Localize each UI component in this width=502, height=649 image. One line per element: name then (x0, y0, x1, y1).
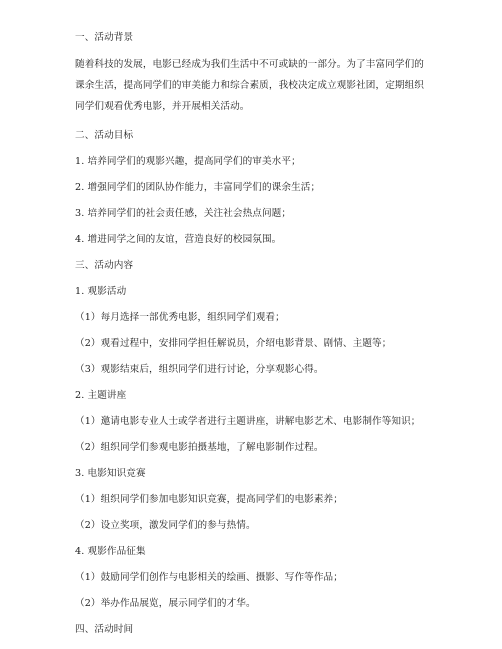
paragraph-line: 课余生活，提高同学们的审美能力和综合素质，我校决定成立观影社团，定期组织 (75, 80, 424, 91)
list-item: （2）设立奖项，激发同学们的参与热情。 (75, 520, 256, 531)
section-heading-content: 三、活动内容 (75, 260, 134, 271)
paragraph-line: 同学们观看优秀电影，并开展相关活动。 (75, 101, 250, 112)
section-heading-background: 一、活动背景 (75, 32, 134, 43)
section-heading-goals: 二、活动目标 (75, 130, 134, 141)
paragraph-line: 随着科技的发展，电影已经成为我们生活中不可或缺的一部分。为了丰富同学们的 (75, 59, 424, 70)
list-item: （3）观影结束后，组织同学们进行讨论，分享观影心得。 (75, 364, 324, 375)
list-item: 2. 增强同学们的团队协作能力，丰富同学们的课余生活； (75, 182, 321, 193)
list-item: （2）组织同学们参观电影拍摄基地，了解电影制作过程。 (75, 442, 324, 453)
list-item: （1）邀请电影专业人士或学者进行主题讲座，讲解电影艺术、电影制作等知识； (75, 416, 421, 427)
list-item: 1. 培养同学们的观影兴趣，提高同学们的审美水平； (75, 156, 301, 167)
list-item: 3. 培养同学们的社会责任感，关注社会热点问题； (75, 208, 292, 219)
list-item: 4. 增进同学之间的友谊，营造良好的校园氛围。 (75, 234, 282, 245)
list-item: （2）观看过程中，安排同学担任解说员，介绍电影背景、剧情、主题等； (75, 338, 392, 349)
subheading: 1. 观影活动 (75, 286, 127, 297)
section-heading-time: 四、活动时间 (75, 624, 134, 635)
list-item: （1）鼓励同学们创作与电影相关的绘画、摄影、写作等作品； (75, 572, 343, 583)
subheading: 4. 观影作品征集 (75, 546, 146, 557)
list-item: （1）每月选择一部优秀电影，组织同学们观看； (75, 312, 285, 323)
list-item: （1）组织同学们参加电影知识竞赛，提高同学们的电影素养； (75, 494, 343, 505)
subheading: 2. 主题讲座 (75, 390, 127, 401)
subheading: 3. 电影知识竞赛 (75, 468, 146, 479)
list-item: （2）举办作品展览，展示同学们的才华。 (75, 598, 256, 609)
